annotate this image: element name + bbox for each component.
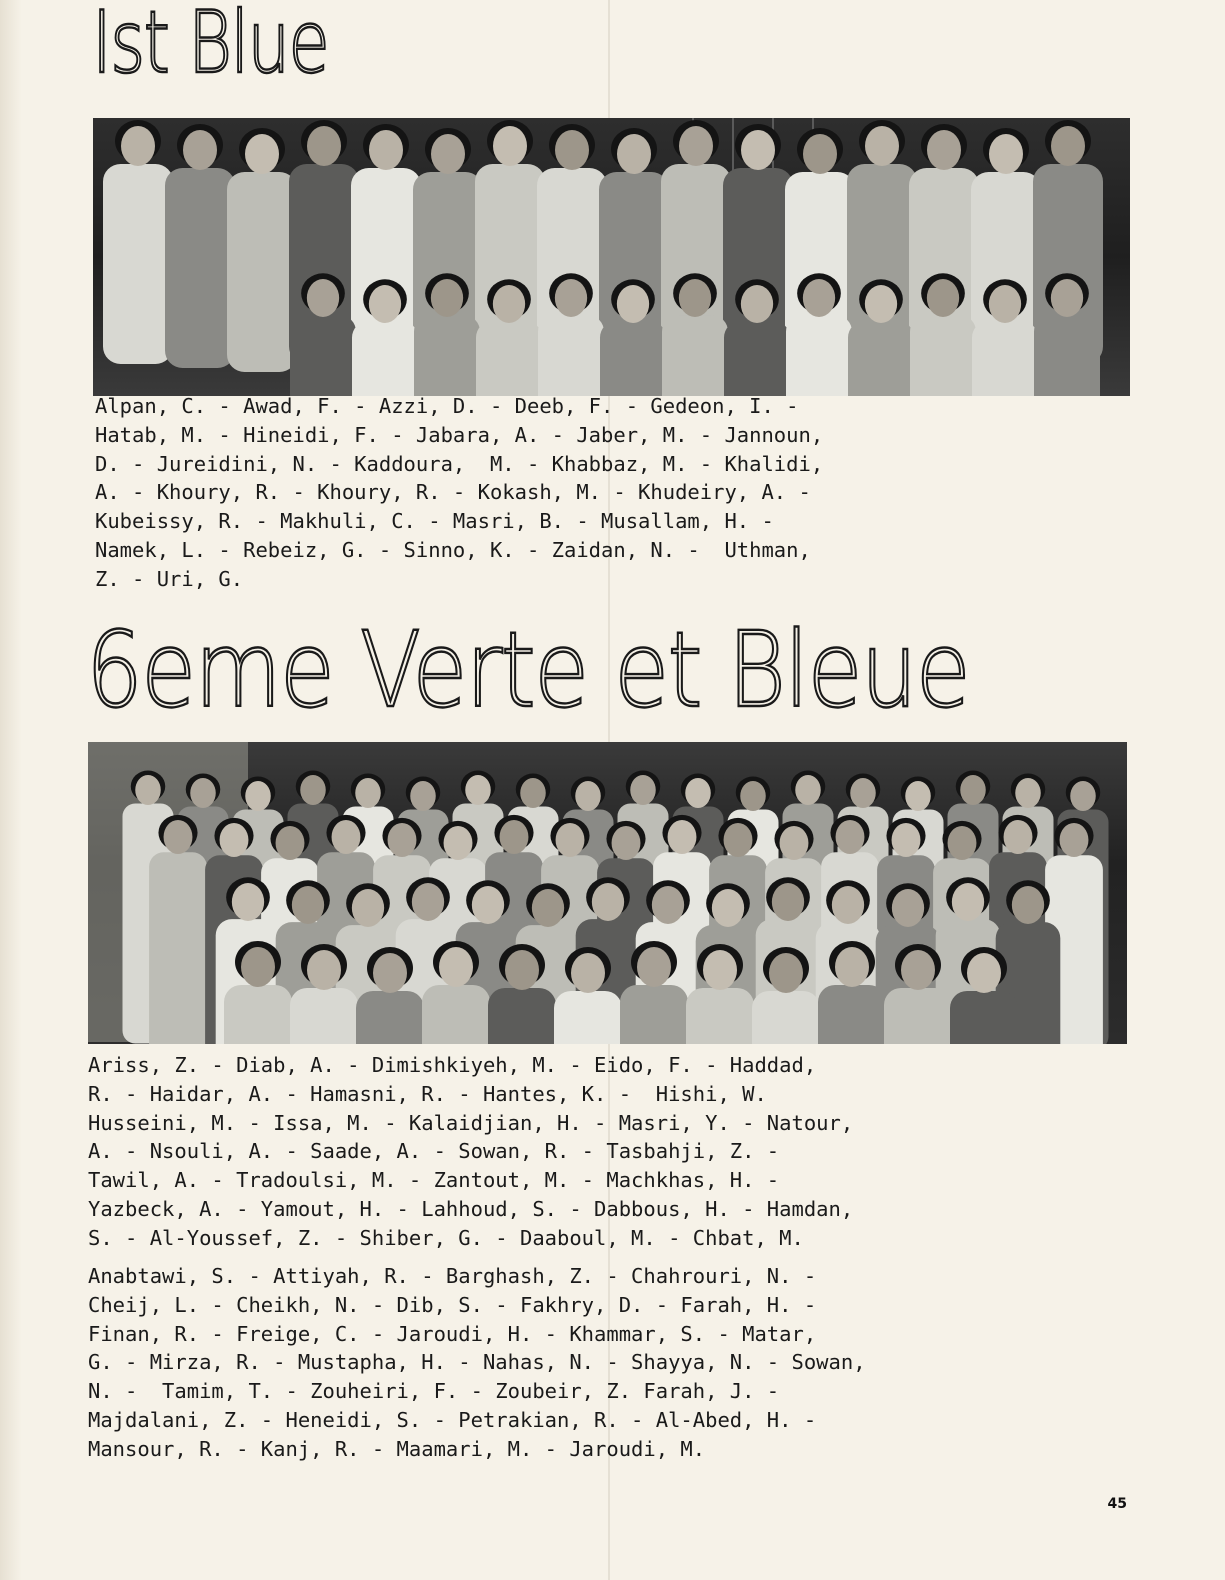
section-title-1st-blue: Ist Blue	[92, 0, 329, 93]
page-edge	[0, 0, 22, 1580]
class-photo-1st-blue	[93, 118, 1130, 396]
page-number: 45	[1107, 1496, 1127, 1512]
student-names-6eme-part-1: Ariss, Z. - Diab, A. - Dimishkiyeh, M. - Eido, F. - Haddad, R. - Haidar, A. - Hamasni, R. - Hantes, K. - Hishi, W. Husseini, M. - Issa, M. - Kalaidjian, H. - Masri, Y. - Natour, A. - Nsouli, A. - Saade, A. - Sowan, R. - Tasbahji, Z. - Tawil, A. - Tradoulsi, M. - Zantout, M. - Machkhas, H. - Yazbeck, A. - Yamout, H. - Lahhoud, S. - Dabbous, H. - Hamdan, S. - Al-Youssef, Z. - Shiber, G. - Daaboul, M. - Chbat, M.	[88, 1053, 854, 1250]
section-title-6eme-verte-et-bleue: 6eme Verte et Bleue	[86, 609, 970, 731]
student-names-6eme-part-2: Anabtawi, S. - Attiyah, R. - Barghash, Z. - Chahrouri, N. - Cheij, L. - Cheikh, N. - Dib, S. - Fakhry, D. - Farah, H. - Finan, R. - Freige, C. - Jaroudi, H. - Khammar, S. - Matar, G. - Mirza, R. - Mustapha, H. - Nahas, N. - Shayya, N. - Sowan, N. - Tamim, T. - Zouheiri, F. - Zoubeir, Z. Farah, J. - Majdalani, Z. - Heneidi, S. - Petrakian, R. - Al-Abed, H. - Mansour, R. - Kanj, R. - Maamari, M. - Jaroudi, M.	[88, 1264, 866, 1461]
class-photo-6eme-verte-et-bleue	[88, 742, 1127, 1044]
student-names-1st-blue: Alpan, C. - Awad, F. - Azzi, D. - Deeb, F. - Gedeon, I. - Hatab, M. - Hineidi, F. - Jabara, A. - Jaber, M. - Jannoun, D. - Jureidini, N. - Kaddoura, M. - Khabbaz, M. - Khalidi, A. - Khoury, R. - Khoury, R. - Kokash, M. - Khudeiry, A. - Kubeissy, R. - Makhuli, C. - Masri, B. - Musallam, H. - Namek, L. - Rebeiz, G. - Sinno, K. - Zaidan, N. - Uthman, Z. - Uri, G.	[95, 394, 824, 591]
